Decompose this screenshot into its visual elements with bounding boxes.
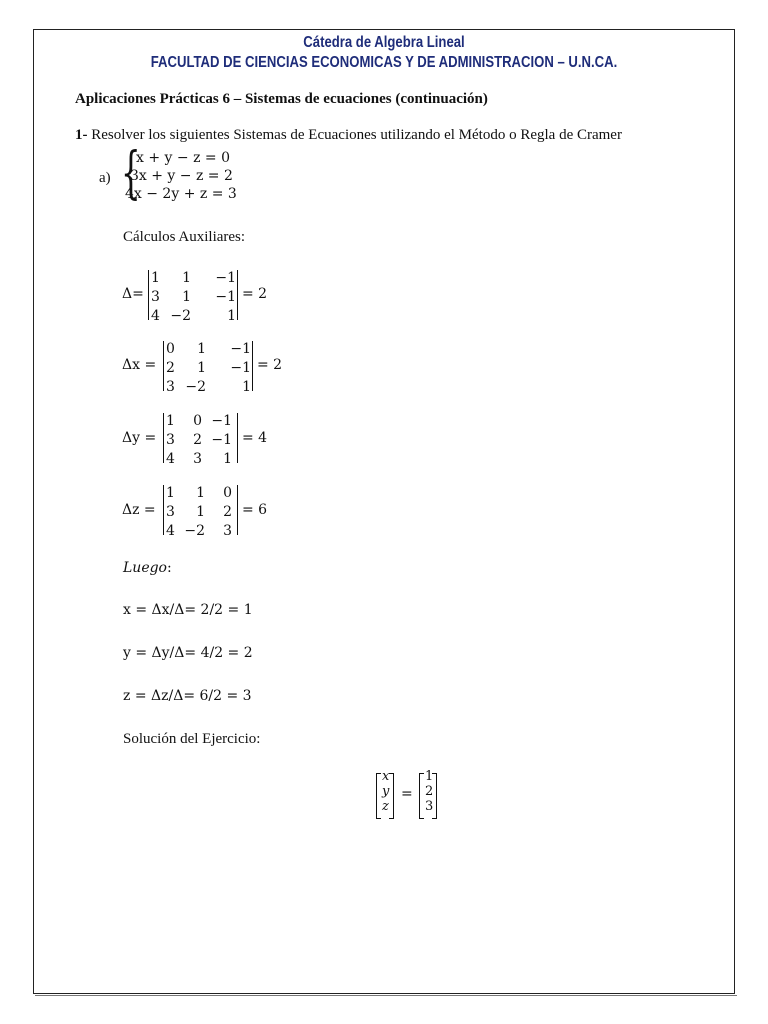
det-bar-right [252,341,253,391]
header-title: Cátedra de Algebra Lineal [303,34,465,51]
item-label: a) [99,170,111,186]
det-bar-left [163,413,164,463]
det-bar-left [163,485,164,535]
det-bar-left [163,341,164,391]
delta-x-result: = 2 [257,357,283,373]
delta-z-label: Δz = [122,502,156,518]
delta-y-label: Δy = [122,430,157,446]
delta-x-label: Δx = [122,357,157,373]
delta-matrix: 1 1 −1 3 1 −1 4 −2 1 [151,269,236,324]
delta-y-result: = 4 [242,430,268,446]
vector-bracket-right [432,773,437,819]
delta-label: Δ= [122,286,144,302]
exercise-statement [75,127,622,144]
vector-bracket-left [419,773,424,819]
exercise-number: 1- [75,127,88,143]
det-bar-right [237,413,238,463]
vector-bracket-right [389,773,394,819]
det-bar-right [237,270,238,320]
solution-label: Solución del Ejercicio: [123,731,261,747]
delta-z-matrix: 1 1 0 3 1 2 4 −2 3 [166,484,232,539]
system-brace: { [121,141,141,206]
equation-2: 3x + y − z = 2 [130,168,233,184]
auxiliary-label: Cálculos Auxiliares: [123,229,246,245]
delta-y-matrix: 1 0 −1 3 2 −1 4 3 1 [166,412,232,467]
det-bar-left [148,270,149,320]
vector-equals: = [401,786,413,802]
delta-z-result: = 6 [242,502,268,518]
det-bar-right [237,485,238,535]
equation-1: x + y − z = 0 [136,150,230,166]
value-vector: 1 2 3 [425,769,434,814]
solution-z: z = Δz/Δ= 6/2 = 3 [123,688,252,704]
exercise-text: Resolver los siguientes Sistemas de Ecuaciones utilizando el Método o Regla de Cramer [91,127,622,143]
solution-y: y = Δy/Δ= 4/2 = 2 [123,645,253,661]
equation-3: 4x − 2y + z = 3 [125,186,237,202]
luego-label: Luego: [123,560,172,576]
variable-vector: x y z [382,769,390,814]
header-faculty: FACULTAD DE CIENCIAS ECONOMICAS Y DE ADMINISTRACION – U.N.CA. [150,54,618,71]
page-border-shadow [35,995,737,996]
solution-x: x = Δx/Δ= 2/2 = 1 [123,602,253,618]
practice-title: Aplicaciones Prácticas 6 – Sistemas de ecuaciones (continuación) [75,91,488,107]
delta-result: = 2 [242,286,268,302]
vector-bracket-left [376,773,381,819]
delta-x-matrix: 0 1 −1 2 1 −1 3 −2 1 [166,340,251,395]
